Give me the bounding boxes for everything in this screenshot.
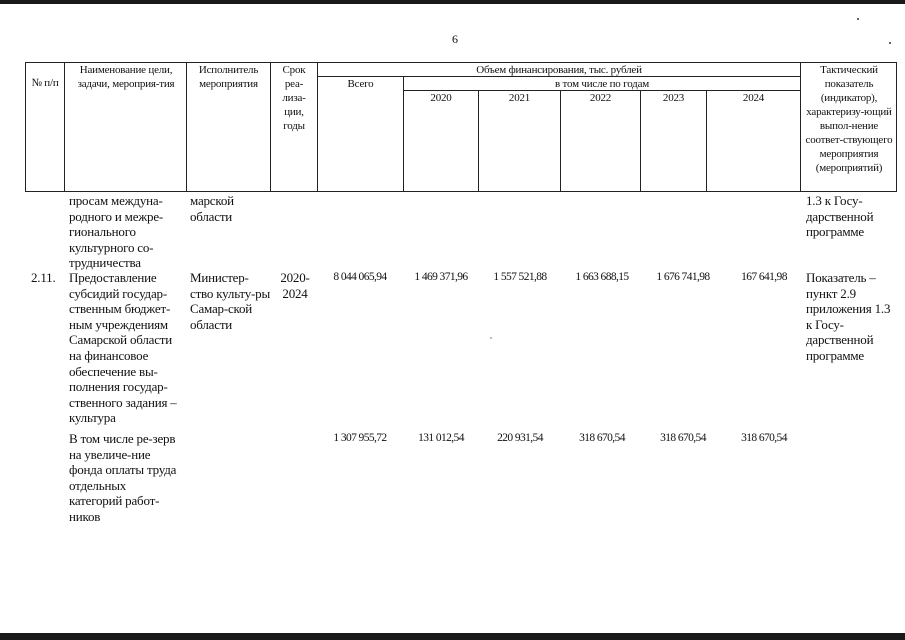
- header-col-executor: Исполнитель мероприятия: [198, 64, 259, 90]
- row-value-2024: 167 641,98: [741, 271, 787, 283]
- header-col-total: Всего: [347, 78, 374, 90]
- scan-speck: [857, 18, 859, 20]
- row-value-2023: 1 676 741,98: [656, 271, 710, 283]
- header-divider: [640, 91, 641, 192]
- header-col-number: № п/п: [31, 77, 59, 89]
- header-divider: [800, 62, 801, 192]
- header-col-indicator: Тактический показатель (индикатор), характеризу-ющий выпол-нение соответ-ствующего мероприятия (мероприятий): [805, 64, 893, 174]
- row-value-2023: 318 670,54: [660, 432, 706, 444]
- scan-speck: [490, 337, 492, 339]
- header-year-2022: 2022: [589, 92, 612, 104]
- row-value-2021: 1 557 521,88: [493, 271, 547, 283]
- header-col-name: Наименование цели, задачи, мероприя-тия: [77, 64, 175, 90]
- header-divider: [270, 62, 271, 192]
- scan-border-top: [0, 0, 905, 4]
- row-number: 2.11.: [31, 270, 56, 285]
- header-year-2023: 2023: [662, 92, 685, 104]
- row-name: В том числе ре-зерв на увеличе-ние фонда оплаты труда отдельных категорий работ-ников: [69, 431, 177, 524]
- header-col-financing: Объем финансирования, тыс. рублей: [476, 64, 642, 76]
- header-col-including: в том числе по годам: [554, 78, 650, 90]
- scan-speck: [889, 42, 891, 44]
- scan-border-bottom: [0, 633, 905, 640]
- row-name: Предоставление субсидий государ-ственным бюджет-ным учреждениям Самарской области на финансовое обеспечение вы-полнения государ-ственного задания – культура: [69, 270, 177, 426]
- row-value-2020: 1 469 371,96: [414, 271, 468, 283]
- row-executor: Министер-ство культу-ры Самар-ской области: [190, 270, 271, 332]
- row-total: 8 044 065,94: [333, 271, 387, 283]
- header-year-2021: 2021: [508, 92, 531, 104]
- page-number: 6: [452, 32, 458, 46]
- header-divider: [560, 91, 561, 192]
- header-divider: [478, 91, 479, 192]
- row-value-2022: 318 670,54: [579, 432, 625, 444]
- row-executor: марской области: [190, 193, 234, 224]
- row-value-2021: 220 931,54: [497, 432, 543, 444]
- header-divider: [64, 62, 65, 192]
- row-value-2020: 131 012,54: [418, 432, 464, 444]
- header-divider: [706, 91, 707, 192]
- row-value-2024: 318 670,54: [741, 432, 787, 444]
- header-col-term: Срок реа-лиза-ции, годы: [282, 64, 306, 132]
- row-term: 2020-2024: [280, 270, 310, 301]
- row-indicator: 1.3 к Госу-дарственной программе: [806, 193, 874, 240]
- row-total: 1 307 955,72: [333, 432, 387, 444]
- row-value-2022: 1 663 688,15: [575, 271, 629, 283]
- row-name: просам междуна-родного и межре-гионального культурного со-трудничества: [69, 193, 164, 271]
- row-indicator: Показатель – пункт 2.9 приложения 1.3 к Госу-дарственной программе: [806, 270, 891, 363]
- header-year-2020: 2020: [430, 92, 452, 104]
- header-year-2024: 2024: [742, 92, 765, 104]
